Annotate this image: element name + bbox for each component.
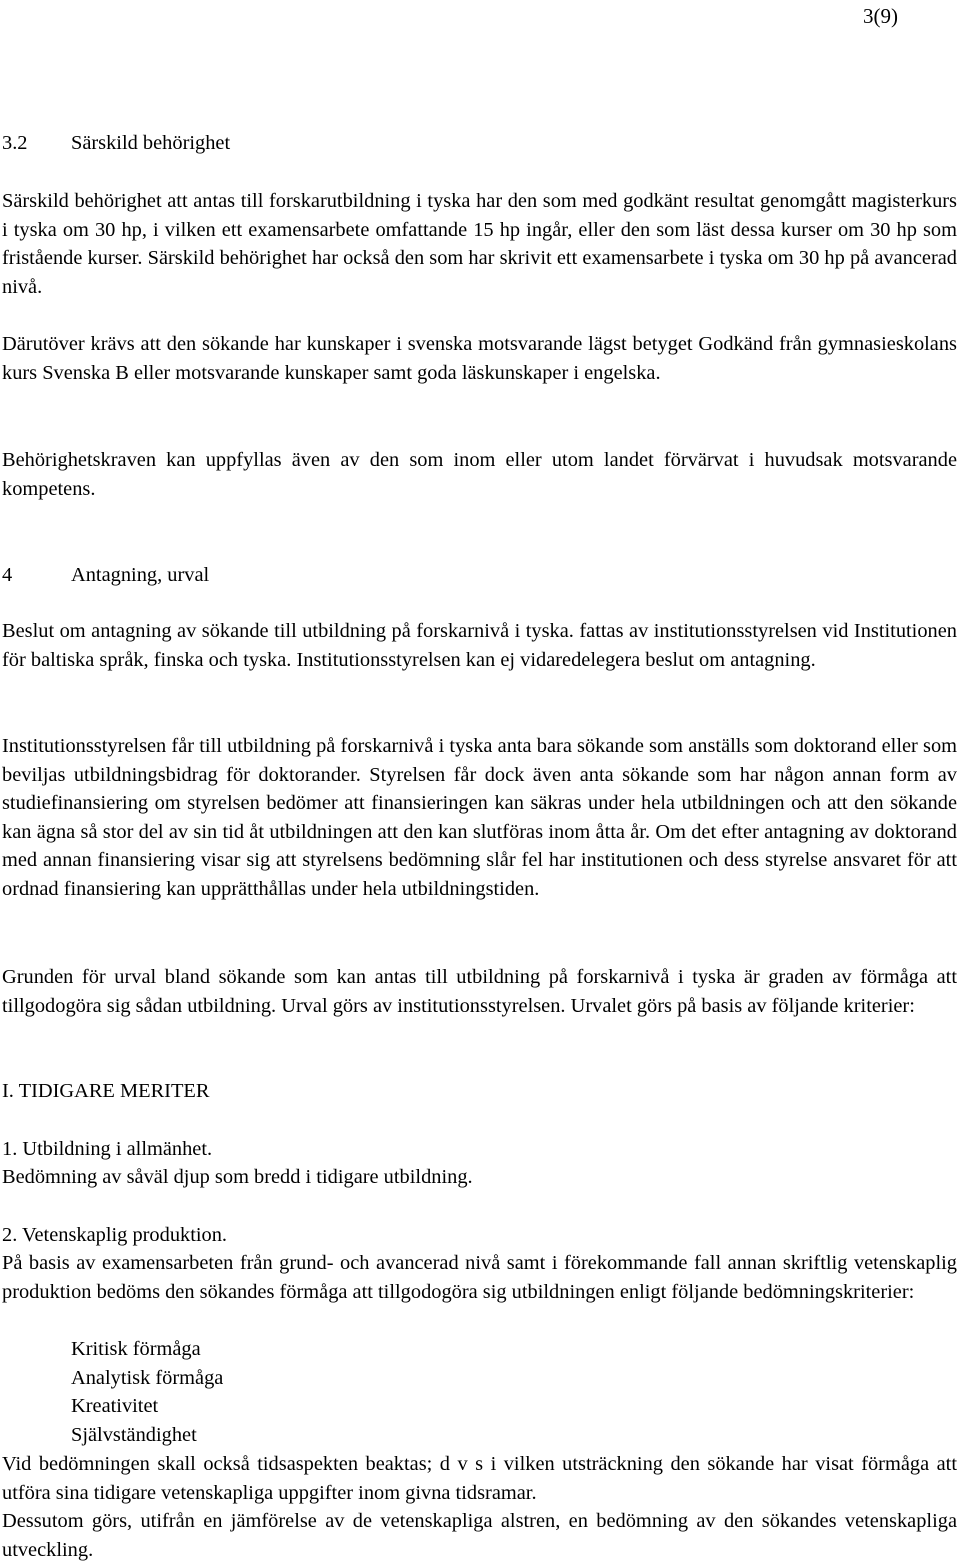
paragraph-admission-decision: Beslut om antagning av sökande till utbildning på forskarnivå i tyska. fattas av institutionsstyrelsen vid Institutionen för baltiska språk, finska och tyska. Institutionsstyrelsen kan ej vidaredelegera beslut om antagning.	[2, 620, 957, 671]
paragraph-selection-basis: Grunden för urval bland sökande som kan antas till utbildning på forskarnivå i tyska är graden av förmåga att tillgodogöra sig sådan utbildning. Urval görs av institutionsstyrelsen. Urvalet görs på basis av följande kriterier:	[2, 966, 957, 1017]
paragraph-time-aspect: Vid bedömningen skall också tidsaspekten beaktas; d v s i vilken utsträckning den sökande har visat förmåga att utföra sina tidigare vetenskapliga uppgifter inom givna tidsramar.	[2, 1453, 957, 1504]
paragraph-scientific-development: Dessutom görs, utifrån en jämförelse av de vetenskapliga alstren, en bedömning av den sökandes vetenskapliga utveckling.	[2, 1510, 957, 1561]
criterion-title-production: 2. Vetenskaplig produktion.	[2, 1224, 228, 1246]
merits-heading: I. TIDIGARE MERITER	[2, 1080, 210, 1102]
criterion-text-education: Bedömning av såväl djup som bredd i tidigare utbildning.	[2, 1166, 473, 1188]
criteria-list-item: Kreativitet	[71, 1395, 159, 1417]
paragraph-equivalent-competence: Behörighetskraven kan uppfyllas även av den som inom eller utom landet förvärvat i huvudsak motsvarande kompetens.	[2, 449, 957, 500]
paragraph-eligibility: Särskild behörighet att antas till forskarutbildning i tyska har den som med godkänt resultat genomgått magisterkurs i tyska om 30 hp, i vilken ett examensarbete omfattande 15 hp ingår, eller den som läst dessa kurser om 30 hp som fristående kurser. Särskild behörighet har också den som har skrivit ett examensarbete i tyska om 30 hp på avancerad nivå.	[2, 190, 957, 298]
section-number: 4	[2, 564, 13, 586]
criterion-title-education: 1. Utbildning i allmänhet.	[2, 1138, 213, 1160]
section-number: 3.2	[2, 132, 28, 154]
paragraph-financing: Institutionsstyrelsen får till utbildning på forskarnivå i tyska anta bara sökande som anställs som doktorand eller som beviljas utbildningsbidrag för doktorander. Styrelsen får dock även anta sökande som har någon annan form av studiefinansiering om styrelsen bedömer att finansieringen kan säkras under hela utbildningen och att den sökande kan ägna så stor del av sin tid åt utbildningen att den kan slutföras inom åtta år. Om det efter antagning av doktorand med annan finansiering visar sig att styrelsens bedömning slår fel har institutionen och dess styrelse ansvaret för att ordnad finansiering kan upprätthållas under hela utbildningstiden.	[2, 735, 957, 900]
section-heading-4	[2, 561, 209, 590]
criteria-list-item: Självständighet	[71, 1424, 197, 1446]
section-heading-3-2	[2, 129, 230, 158]
paragraph-language-requirements: Därutöver krävs att den sökande har kunskaper i svenska motsvarande lägst betyget Godkänd från gymnasieskolans kurs Svenska B eller motsvarande kunskaper samt goda läskunskaper i engelska.	[2, 333, 957, 384]
section-title: Särskild behörighet	[71, 132, 231, 154]
criteria-list-item: Kritisk förmåga	[71, 1338, 201, 1360]
criterion-text-production: På basis av examensarbeten från grund- och avancerad nivå samt i förekommande fall annan skriftlig vetenskaplig produktion bedöms den sökandes förmåga att tillgodogöra sig utbildningen enligt följande bedömningskriterier:	[2, 1252, 957, 1303]
page-number: 3(9)	[863, 4, 898, 28]
section-title: Antagning, urval	[71, 564, 210, 586]
criteria-list-item: Analytisk förmåga	[71, 1367, 224, 1389]
